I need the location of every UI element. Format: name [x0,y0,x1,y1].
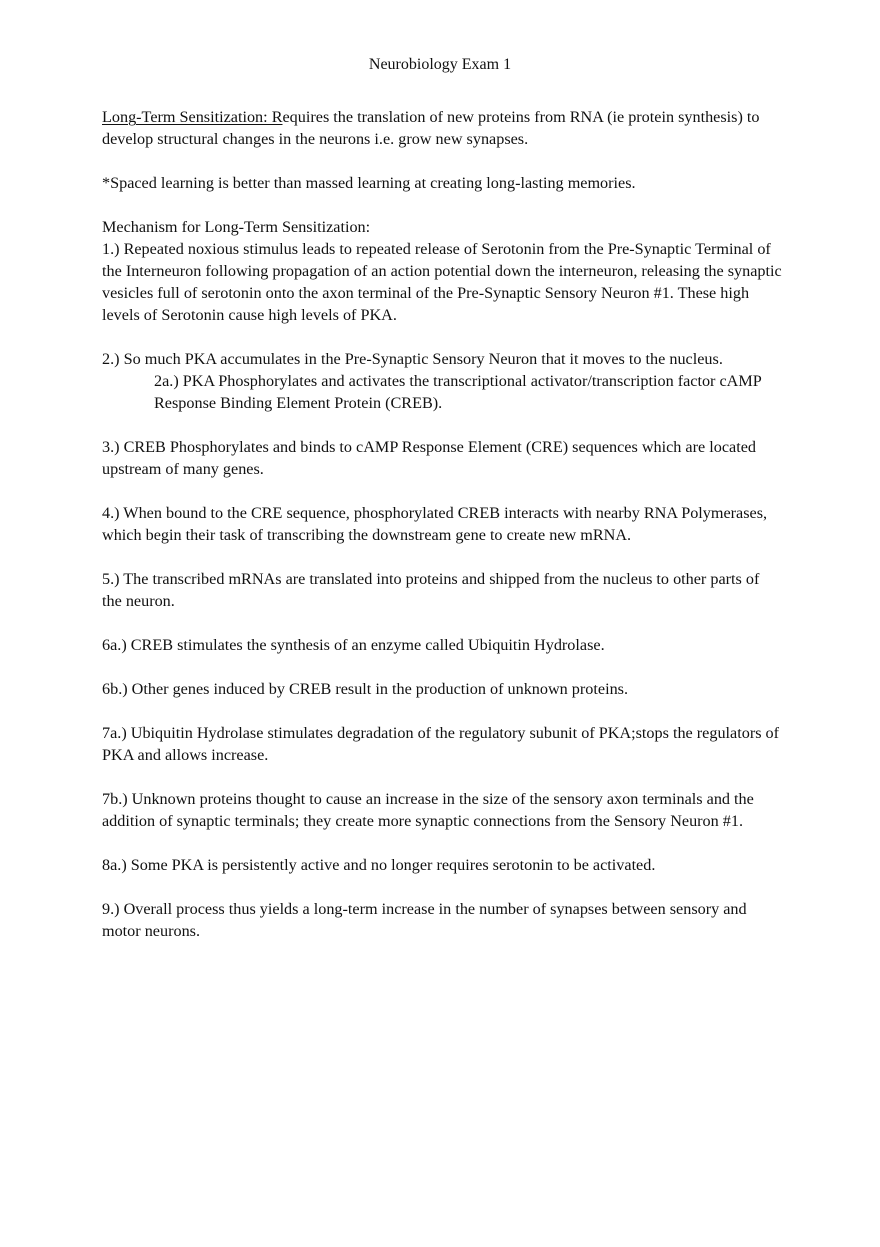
step-9: 9.) Overall process thus yields a long-term increase in the number of synapses between sensory and motor neurons. [102,900,747,940]
step-8a: 8a.) Some PKA is persistently active and no longer requires serotonin to be activated. [102,856,656,874]
step-6b: 6b.) Other genes induced by CREB result in the production of unknown proteins. [102,680,629,698]
step-1: 1.) Repeated noxious stimulus leads to repeated release of Serotonin from the Pre-Synaptic Terminal of the Interneuron following propagation of an action potential down the interneuron, releasing the synaptic vesicles full of serotonin onto the axon terminal of the Pre-Synaptic Sensory Neuron #1. These high levels of Serotonin cause high levels of PKA. [102,240,782,324]
step-6a: 6a.) CREB stimulates the synthesis of an enzyme called Ubiquitin Hydrolase. [102,636,605,654]
step-2a: 2a.) PKA Phosphorylates and activates the transcriptional activator/transcription factor cAMP Response Binding Element Protein (CREB). [154,372,762,412]
mechanism-heading: Mechanism for Long-Term Sensitization: [102,218,371,236]
step-5: 5.) The transcribed mRNAs are translated into proteins and shipped from the nucleus to other parts of the neuron. [102,570,760,610]
document-body [102,106,782,964]
intro-term: Long-Term Sensitization: R [102,108,283,126]
spaced-learning-note: *Spaced learning is better than massed learning at creating long-lasting memories. [102,174,636,192]
intro-text: equires the translation of new proteins from RNA (ie protein synthesis) to develop structural changes in the neurons i.e. grow new synapses. [102,108,760,148]
step-7b: 7b.) Unknown proteins thought to cause an increase in the size of the sensory axon terminals and the addition of synaptic terminals; they create more synaptic connections from the Sensory Neuron #1. [102,790,754,830]
step-4: 4.) When bound to the CRE sequence, phosphorylated CREB interacts with nearby RNA Polymerases, which begin their task of transcribing the downstream gene to create new mRNA. [102,504,768,544]
step-2: 2.) So much PKA accumulates in the Pre-Synaptic Sensory Neuron that it moves to the nucleus. [102,350,723,368]
intro-paragraph [102,106,782,150]
page-title: Neurobiology Exam 1 [368,56,512,73]
step-7a: 7a.) Ubiquitin Hydrolase stimulates degradation of the regulatory subunit of PKA;stops the regulators of PKA and allows increase. [102,724,780,764]
step-3: 3.) CREB Phosphorylates and binds to cAMP Response Element (CRE) sequences which are located upstream of many genes. [102,438,756,478]
